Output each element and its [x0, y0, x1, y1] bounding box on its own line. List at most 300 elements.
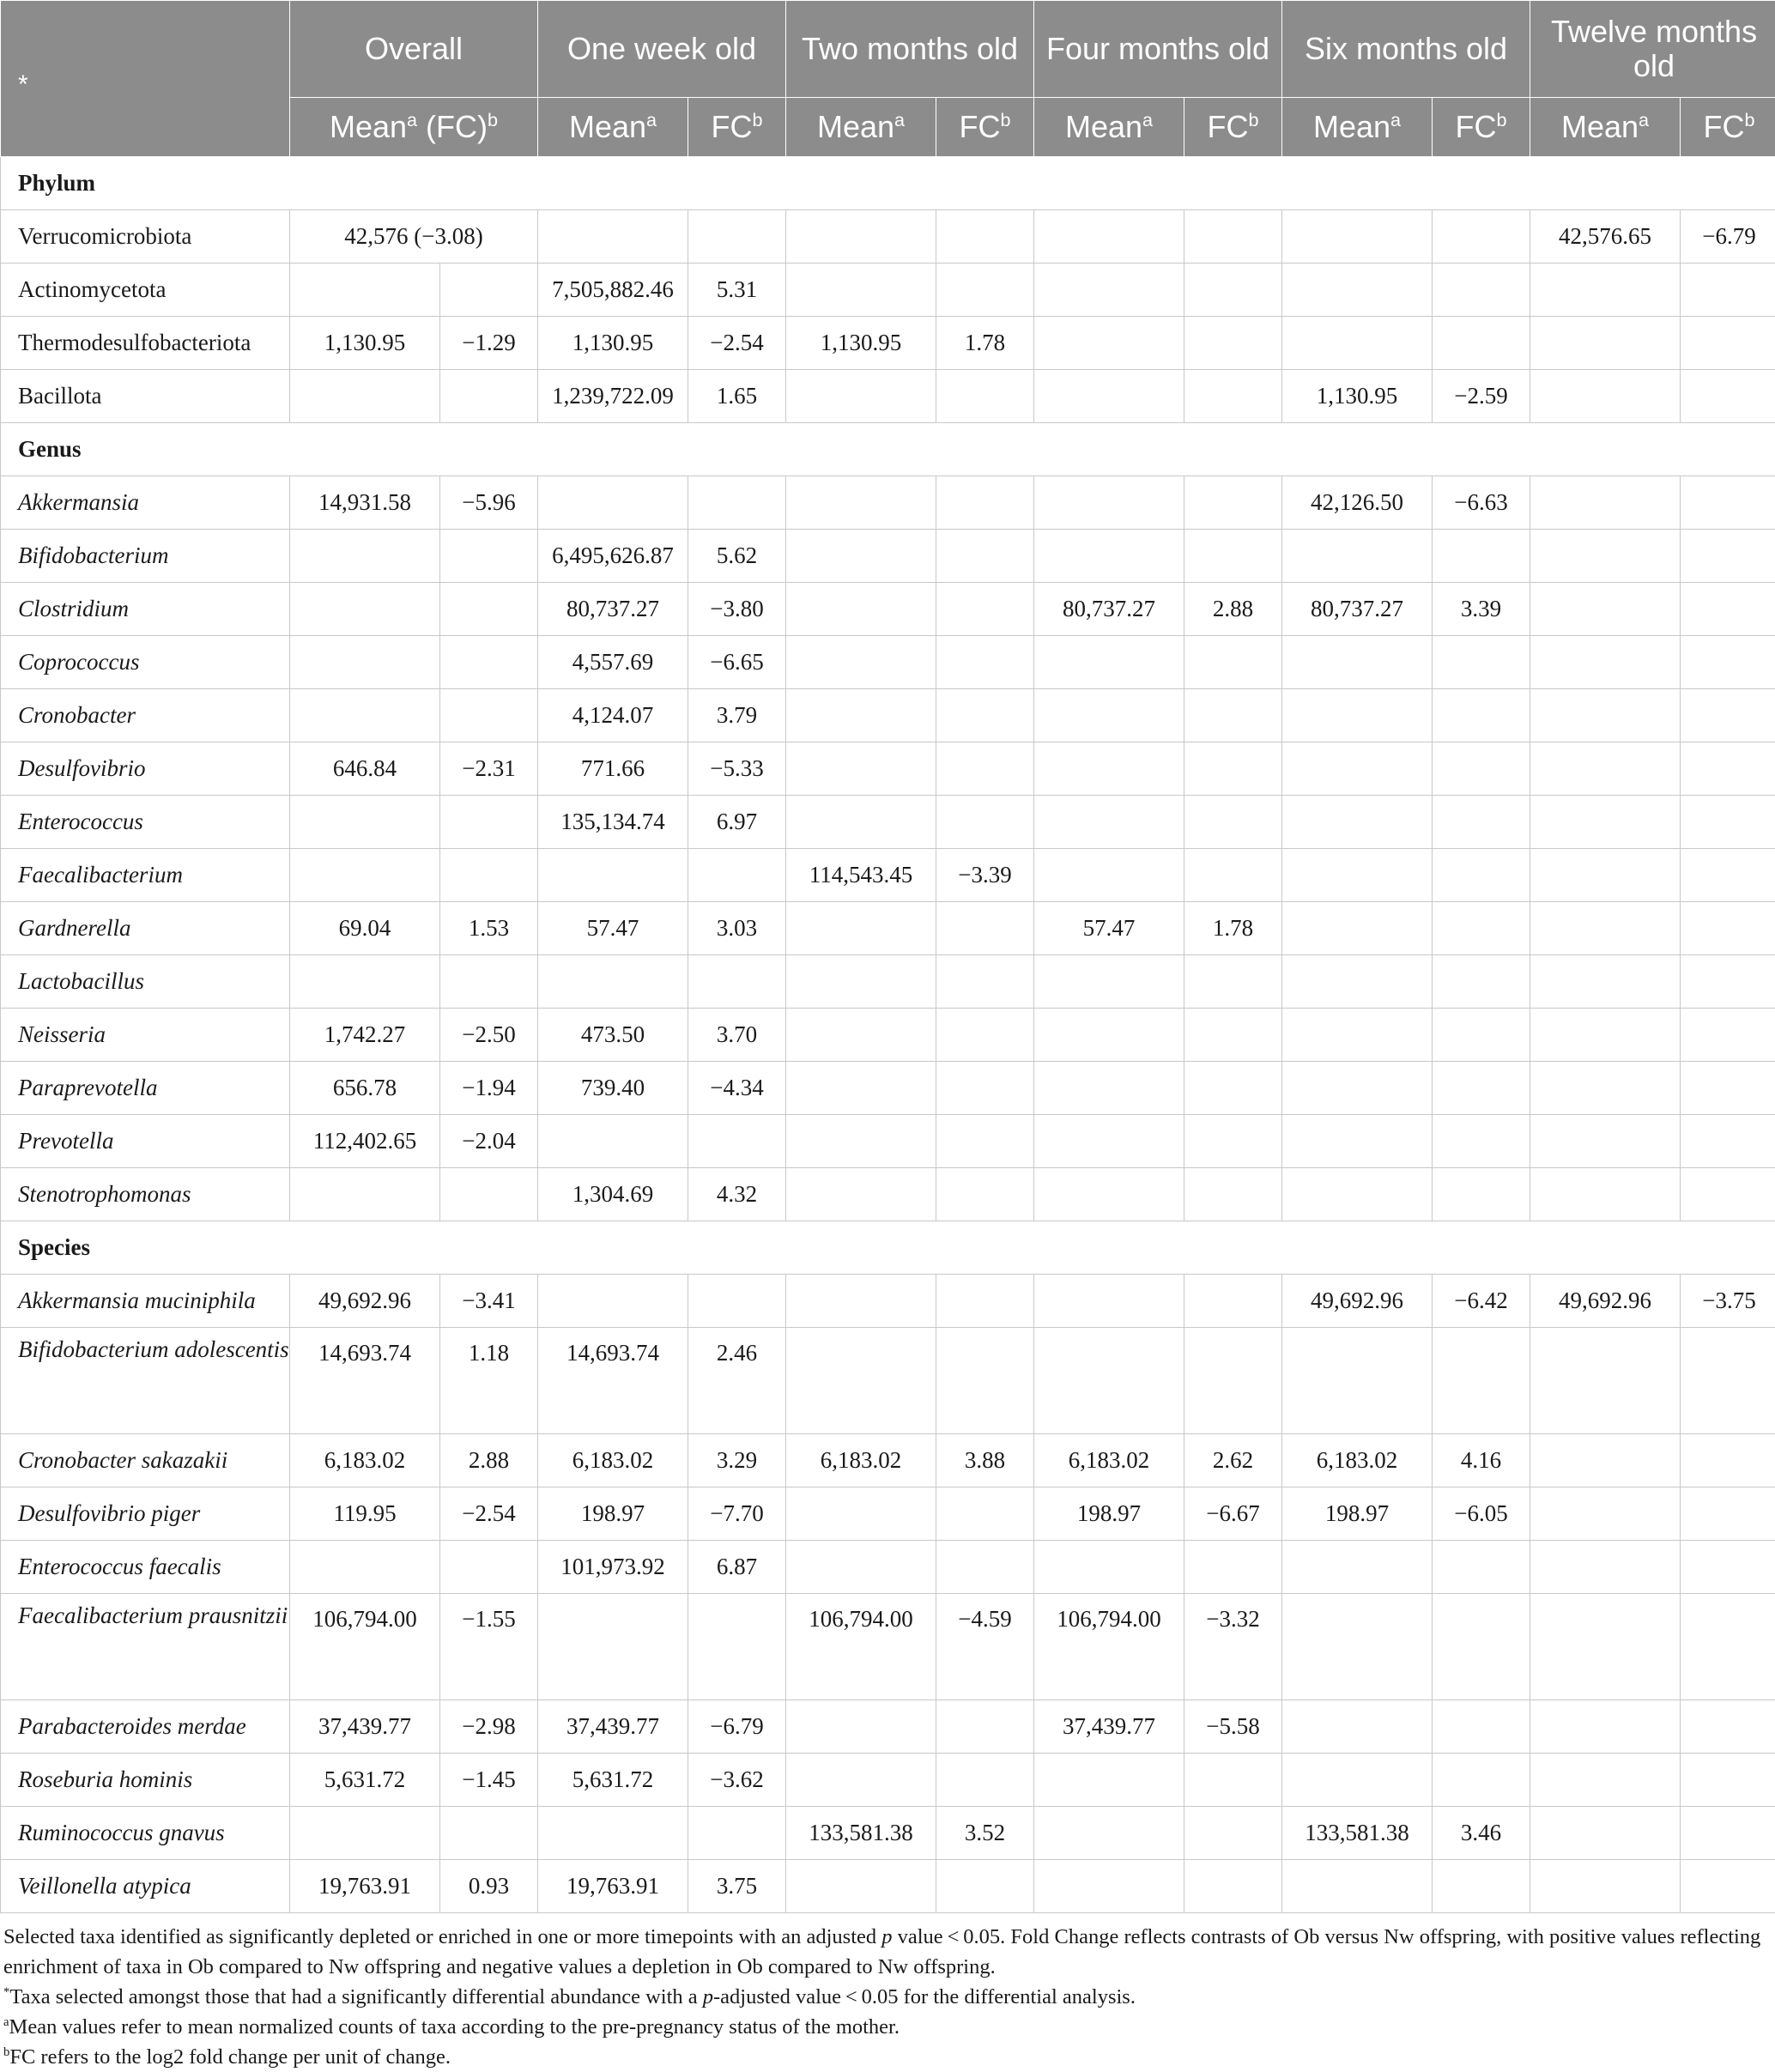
mean-cell — [1034, 955, 1184, 1009]
mean-cell — [1282, 210, 1433, 264]
mean-cell — [786, 1860, 936, 1913]
fc-cell — [1433, 1594, 1530, 1700]
fc-cell — [440, 1168, 538, 1221]
fc-cell: −5.96 — [440, 476, 538, 530]
group-header-six-months: Six months old — [1282, 1, 1530, 98]
mean-cell — [290, 796, 440, 849]
mean-cell — [786, 1541, 936, 1594]
fc-cell: −3.32 — [1184, 1594, 1282, 1700]
mean-cell — [1282, 1328, 1433, 1434]
taxon-name: Faecalibacterium — [1, 849, 290, 902]
mean-cell — [1034, 1275, 1184, 1328]
section-title: Phylum — [1, 157, 1775, 210]
mean-cell — [1034, 1754, 1184, 1807]
taxon-name: Akkermansia — [1, 476, 290, 530]
fc-cell — [1184, 264, 1282, 317]
fc-cell: 5.62 — [688, 530, 786, 583]
section-header-row — [1, 1221, 1775, 1275]
mean-cell — [786, 476, 936, 530]
fc-cell — [688, 1807, 786, 1860]
fc-cell: 3.46 — [1433, 1807, 1530, 1860]
mean-cell — [786, 210, 936, 264]
mean-cell — [786, 902, 936, 955]
subheader-mean: Mean$^a$ — [1530, 98, 1681, 157]
taxon-name: Bifidobacterium adolescentis — [1, 1328, 290, 1434]
mean-cell — [538, 476, 688, 530]
mean-cell — [786, 1700, 936, 1754]
mean-cell — [1282, 530, 1433, 583]
fc-cell — [1681, 742, 1775, 796]
mean-cell: 6,183.02 — [538, 1434, 688, 1487]
mean-cell — [1530, 902, 1681, 955]
fc-cell — [1184, 210, 1282, 264]
fc-cell — [936, 370, 1034, 423]
mean-cell — [1034, 1115, 1184, 1168]
taxon-name: Roseburia hominis — [1, 1754, 290, 1807]
fc-cell: −1.29 — [440, 317, 538, 370]
fc-cell: 3.88 — [936, 1434, 1034, 1487]
fc-cell — [1184, 955, 1282, 1009]
mean-cell: 106,794.00 — [786, 1594, 936, 1700]
fc-cell — [1184, 1275, 1282, 1328]
table-row — [1, 1328, 1775, 1434]
fc-cell — [1184, 1328, 1282, 1434]
mean-cell — [1530, 583, 1681, 636]
fc-cell — [1433, 1700, 1530, 1754]
mean-cell — [1282, 1860, 1433, 1913]
fc-cell — [688, 955, 786, 1009]
fc-cell — [1433, 1168, 1530, 1221]
table-row — [1, 210, 1775, 264]
mean-cell: 14,693.74 — [538, 1328, 688, 1434]
taxon-name: Verrucomicrobiota — [1, 210, 290, 264]
mean-cell: 37,439.77 — [290, 1700, 440, 1754]
mean-cell — [786, 955, 936, 1009]
mean-cell — [1034, 1860, 1184, 1913]
subheader-overall: Mean$^a$ (FC)$^b$ — [290, 98, 538, 157]
fc-cell: −3.39 — [936, 849, 1034, 902]
fc-cell — [1681, 370, 1775, 423]
taxon-name: Enterococcus faecalis — [1, 1541, 290, 1594]
fc-cell: −5.33 — [688, 742, 786, 796]
mean-cell — [1034, 1541, 1184, 1594]
mean-cell — [290, 1541, 440, 1594]
mean-cell: 49,692.96 — [290, 1275, 440, 1328]
mean-cell — [1530, 1328, 1681, 1434]
mean-cell: 19,763.91 — [538, 1860, 688, 1913]
mean-cell — [1034, 1062, 1184, 1115]
mean-cell: 106,794.00 — [1034, 1594, 1184, 1700]
fc-cell — [1433, 902, 1530, 955]
mean-cell: 473.50 — [538, 1009, 688, 1062]
mean-cell — [1530, 742, 1681, 796]
fc-cell — [1184, 742, 1282, 796]
table-row — [1, 1487, 1775, 1541]
mean-cell — [1034, 849, 1184, 902]
taxon-name: Bifidobacterium — [1, 530, 290, 583]
mean-cell — [1282, 849, 1433, 902]
fc-cell: −2.54 — [440, 1487, 538, 1541]
fc-cell — [1184, 1807, 1282, 1860]
fc-cell — [1184, 476, 1282, 530]
fc-cell — [440, 796, 538, 849]
table-row — [1, 1275, 1775, 1328]
fc-cell — [688, 849, 786, 902]
mean-cell — [1530, 370, 1681, 423]
mean-cell: 6,183.02 — [786, 1434, 936, 1487]
mean-cell — [1282, 902, 1433, 955]
mean-cell: 5,631.72 — [538, 1754, 688, 1807]
fc-cell — [936, 1328, 1034, 1434]
fc-cell — [1184, 1062, 1282, 1115]
mean-cell: 49,692.96 — [1530, 1275, 1681, 1328]
mean-cell — [1034, 476, 1184, 530]
fc-cell — [688, 1594, 786, 1700]
group-header-overall: Overall — [290, 1, 538, 98]
subheader-mean: Mean$^a$ — [1034, 98, 1184, 157]
fc-cell: 3.79 — [688, 689, 786, 742]
mean-cell: 80,737.27 — [538, 583, 688, 636]
footnote-a: $^a$Mean values refer to mean normalized counts of taxa according to the pre-pregnancy status of the mother. — [3, 2012, 1772, 2042]
fc-cell — [1433, 530, 1530, 583]
fc-cell — [936, 1487, 1034, 1541]
mean-cell — [1034, 1328, 1184, 1434]
mean-cell — [786, 636, 936, 689]
fc-cell — [1184, 370, 1282, 423]
mean-cell — [1282, 264, 1433, 317]
mean-cell — [538, 1115, 688, 1168]
mean-cell — [786, 1009, 936, 1062]
fc-cell: −3.62 — [688, 1754, 786, 1807]
subheader-mean: Mean$^a$ — [1282, 98, 1433, 157]
taxon-name: Parabacteroides merdae — [1, 1700, 290, 1754]
fc-cell: 3.03 — [688, 902, 786, 955]
fc-cell — [1433, 1328, 1530, 1434]
table-body — [1, 157, 1775, 1913]
mean-cell: 771.66 — [538, 742, 688, 796]
mean-cell — [786, 583, 936, 636]
fc-cell: 2.46 — [688, 1328, 786, 1434]
mean-cell — [1034, 636, 1184, 689]
fc-cell — [1433, 1115, 1530, 1168]
mean-cell — [1530, 476, 1681, 530]
fc-cell — [1681, 1487, 1775, 1541]
mean-cell: 80,737.27 — [1034, 583, 1184, 636]
mean-cell — [1282, 1009, 1433, 1062]
mean-cell: 6,183.02 — [1034, 1434, 1184, 1487]
fc-cell — [1681, 955, 1775, 1009]
mean-cell — [1282, 1594, 1433, 1700]
section-title: Genus — [1, 423, 1775, 476]
mean-cell — [538, 1275, 688, 1328]
mean-cell — [1530, 689, 1681, 742]
fc-cell — [1433, 264, 1530, 317]
mean-cell — [290, 530, 440, 583]
fc-cell — [440, 636, 538, 689]
mean-cell: 37,439.77 — [538, 1700, 688, 1754]
fc-cell — [1184, 796, 1282, 849]
fc-cell — [936, 1115, 1034, 1168]
mean-cell: 37,439.77 — [1034, 1700, 1184, 1754]
fc-cell: −1.55 — [440, 1594, 538, 1700]
group-header-two-months: Two months old — [786, 1, 1034, 98]
mean-cell — [786, 1168, 936, 1221]
fc-cell — [1433, 689, 1530, 742]
table-row — [1, 1807, 1775, 1860]
mean-cell: 1,130.95 — [1282, 370, 1433, 423]
table-row — [1, 264, 1775, 317]
table-row — [1, 1860, 1775, 1913]
fc-cell: 6.97 — [688, 796, 786, 849]
fc-cell — [1433, 1009, 1530, 1062]
fc-cell: 3.70 — [688, 1009, 786, 1062]
mean-cell — [1530, 955, 1681, 1009]
mean-cell — [1282, 1700, 1433, 1754]
section-header-row — [1, 423, 1775, 476]
fc-cell — [1433, 1860, 1530, 1913]
fc-cell — [1184, 317, 1282, 370]
fc-cell: −6.42 — [1433, 1275, 1530, 1328]
fc-cell: 4.32 — [688, 1168, 786, 1221]
table-row — [1, 1434, 1775, 1487]
mean-cell — [1282, 955, 1433, 1009]
mean-cell: 1,239,722.09 — [538, 370, 688, 423]
mean-cell — [1034, 370, 1184, 423]
mean-cell — [1034, 689, 1184, 742]
fc-cell: −2.98 — [440, 1700, 538, 1754]
subheader-mean: Mean$^a$ — [786, 98, 936, 157]
mean-cell — [290, 689, 440, 742]
fc-cell — [1681, 849, 1775, 902]
fc-cell — [1433, 1541, 1530, 1594]
mean-cell: 1,130.95 — [786, 317, 936, 370]
mean-cell — [1530, 796, 1681, 849]
mean-cell — [1282, 1754, 1433, 1807]
fc-cell — [936, 1275, 1034, 1328]
mean-cell — [1530, 1594, 1681, 1700]
taxon-name: Coprococcus — [1, 636, 290, 689]
fc-cell — [936, 530, 1034, 583]
fc-cell — [936, 742, 1034, 796]
fc-cell — [1681, 1594, 1775, 1700]
fc-cell — [936, 689, 1034, 742]
fc-cell — [440, 689, 538, 742]
fc-cell: −6.79 — [1681, 210, 1775, 264]
fc-cell — [936, 796, 1034, 849]
mean-cell: 1,304.69 — [538, 1168, 688, 1221]
mean-cell: 5,631.72 — [290, 1754, 440, 1807]
mean-cell: 7,505,882.46 — [538, 264, 688, 317]
taxon-name: Actinomycetota — [1, 264, 290, 317]
mean-cell — [1034, 742, 1184, 796]
mean-cell — [290, 1807, 440, 1860]
mean-cell — [1530, 1700, 1681, 1754]
table-row — [1, 742, 1775, 796]
fc-cell: −6.05 — [1433, 1487, 1530, 1541]
fc-cell — [1184, 1115, 1282, 1168]
taxon-name: Akkermansia muciniphila — [1, 1275, 290, 1328]
fc-cell — [936, 1860, 1034, 1913]
taxon-name: Cronobacter sakazakii — [1, 1434, 290, 1487]
mean-cell — [1282, 689, 1433, 742]
fc-cell: 3.29 — [688, 1434, 786, 1487]
fc-cell: −6.65 — [688, 636, 786, 689]
mean-cell — [1282, 742, 1433, 796]
fc-cell — [688, 210, 786, 264]
fc-cell — [936, 264, 1034, 317]
fc-cell — [1681, 1115, 1775, 1168]
footnote-b: $^b$FC refers to the log2 fold change per unit of change. — [3, 2042, 1772, 2072]
fc-cell: −3.75 — [1681, 1275, 1775, 1328]
fc-cell — [1184, 1754, 1282, 1807]
mean-cell — [786, 1115, 936, 1168]
fc-cell — [1681, 1541, 1775, 1594]
mean-cell — [1282, 1062, 1433, 1115]
mean-cell — [290, 1168, 440, 1221]
fc-cell — [1184, 1009, 1282, 1062]
mean-cell — [290, 264, 440, 317]
table-row — [1, 1700, 1775, 1754]
fc-cell — [440, 264, 538, 317]
mean-cell: 4,124.07 — [538, 689, 688, 742]
mean-cell: 119.95 — [290, 1487, 440, 1541]
fc-cell — [1681, 1328, 1775, 1434]
mean-cell: 42,126.50 — [1282, 476, 1433, 530]
mean-cell — [1034, 1807, 1184, 1860]
group-header-twelve-months: Twelve months old — [1530, 1, 1775, 98]
mean-cell — [1530, 1487, 1681, 1541]
mean-cell: 1,130.95 — [538, 317, 688, 370]
fc-cell — [1681, 902, 1775, 955]
table-row — [1, 689, 1775, 742]
taxon-name: Stenotrophomonas — [1, 1168, 290, 1221]
table-row — [1, 530, 1775, 583]
fc-cell — [1184, 849, 1282, 902]
mean-cell: 80,737.27 — [1282, 583, 1433, 636]
fc-cell — [1681, 636, 1775, 689]
fc-cell: 4.16 — [1433, 1434, 1530, 1487]
fc-cell: 3.52 — [936, 1807, 1034, 1860]
table-row — [1, 849, 1775, 902]
mean-cell — [786, 689, 936, 742]
fc-cell: 3.75 — [688, 1860, 786, 1913]
fc-cell: −4.34 — [688, 1062, 786, 1115]
corner-marker: * — [1, 1, 290, 157]
taxon-name: Enterococcus — [1, 796, 290, 849]
taxon-name: Thermodesulfobacteriota — [1, 317, 290, 370]
taxon-name: Bacillota — [1, 370, 290, 423]
fc-cell — [1681, 1700, 1775, 1754]
mean-cell — [786, 1275, 936, 1328]
fc-cell — [936, 955, 1034, 1009]
table-footnotes — [0, 1913, 1775, 2072]
taxon-name: Veillonella atypica — [1, 1860, 290, 1913]
table-row — [1, 955, 1775, 1009]
fc-cell — [936, 476, 1034, 530]
fc-cell: −6.63 — [1433, 476, 1530, 530]
fc-cell — [1681, 1009, 1775, 1062]
mean-cell: 1,742.27 — [290, 1009, 440, 1062]
fc-cell: 1.78 — [936, 317, 1034, 370]
mean-cell — [1530, 530, 1681, 583]
mean-cell — [1530, 1541, 1681, 1594]
fc-cell — [1681, 1062, 1775, 1115]
fc-cell — [1681, 317, 1775, 370]
fc-cell: −2.59 — [1433, 370, 1530, 423]
fc-cell — [1433, 849, 1530, 902]
taxon-name: Paraprevotella — [1, 1062, 290, 1115]
subheader-fc: $FC^b$ — [936, 98, 1034, 157]
fc-cell — [1681, 1860, 1775, 1913]
mean-cell — [538, 1807, 688, 1860]
mean-cell — [1282, 1168, 1433, 1221]
mean-cell — [786, 370, 936, 423]
table-row — [1, 902, 1775, 955]
mean-cell: 133,581.38 — [786, 1807, 936, 1860]
table-row — [1, 1115, 1775, 1168]
fc-cell — [1184, 1860, 1282, 1913]
mean-cell — [538, 849, 688, 902]
mean-cell — [786, 1754, 936, 1807]
mean-cell: 646.84 — [290, 742, 440, 796]
section-header-row — [1, 157, 1775, 210]
mean-cell — [1034, 1168, 1184, 1221]
mean-cell — [1282, 796, 1433, 849]
fc-cell: 1.78 — [1184, 902, 1282, 955]
fc-cell: 5.31 — [688, 264, 786, 317]
fc-cell: −2.31 — [440, 742, 538, 796]
fc-cell — [440, 583, 538, 636]
section-title: Species — [1, 1221, 1775, 1275]
footnote-asterisk: *Taxa selected amongst those that had a significantly differential abundance with a p-adjusted value < 0.05 for the differential analysis. — [3, 1982, 1772, 2012]
fc-cell — [936, 1062, 1034, 1115]
fc-cell — [1681, 689, 1775, 742]
fc-cell: −6.79 — [688, 1700, 786, 1754]
fc-cell: −7.70 — [688, 1487, 786, 1541]
group-header-one-week: One week old — [538, 1, 786, 98]
fc-cell — [1681, 530, 1775, 583]
fc-cell — [440, 955, 538, 1009]
mean-cell — [786, 1062, 936, 1115]
mean-cell — [1282, 317, 1433, 370]
fc-cell — [1433, 317, 1530, 370]
table-row — [1, 1062, 1775, 1115]
taxon-name: Ruminococcus gnavus — [1, 1807, 290, 1860]
mean-cell: 198.97 — [1034, 1487, 1184, 1541]
fc-cell — [440, 530, 538, 583]
mean-cell — [1034, 264, 1184, 317]
fc-cell — [1433, 636, 1530, 689]
fc-cell — [936, 1700, 1034, 1754]
taxon-name: Neisseria — [1, 1009, 290, 1062]
fc-cell: 1.65 — [688, 370, 786, 423]
fc-cell — [1433, 1062, 1530, 1115]
mean-cell — [1034, 796, 1184, 849]
mean-cell — [1530, 849, 1681, 902]
table-row — [1, 1009, 1775, 1062]
group-header-four-months: Four months old — [1034, 1, 1282, 98]
mean-cell — [290, 849, 440, 902]
fc-cell — [1681, 476, 1775, 530]
table-row — [1, 317, 1775, 370]
fc-cell — [688, 1275, 786, 1328]
mean-cell — [1034, 210, 1184, 264]
mean-cell: 4,557.69 — [538, 636, 688, 689]
fc-cell — [688, 476, 786, 530]
fc-cell: −1.94 — [440, 1062, 538, 1115]
mean-cell: 198.97 — [538, 1487, 688, 1541]
fc-cell: 6.87 — [688, 1541, 786, 1594]
